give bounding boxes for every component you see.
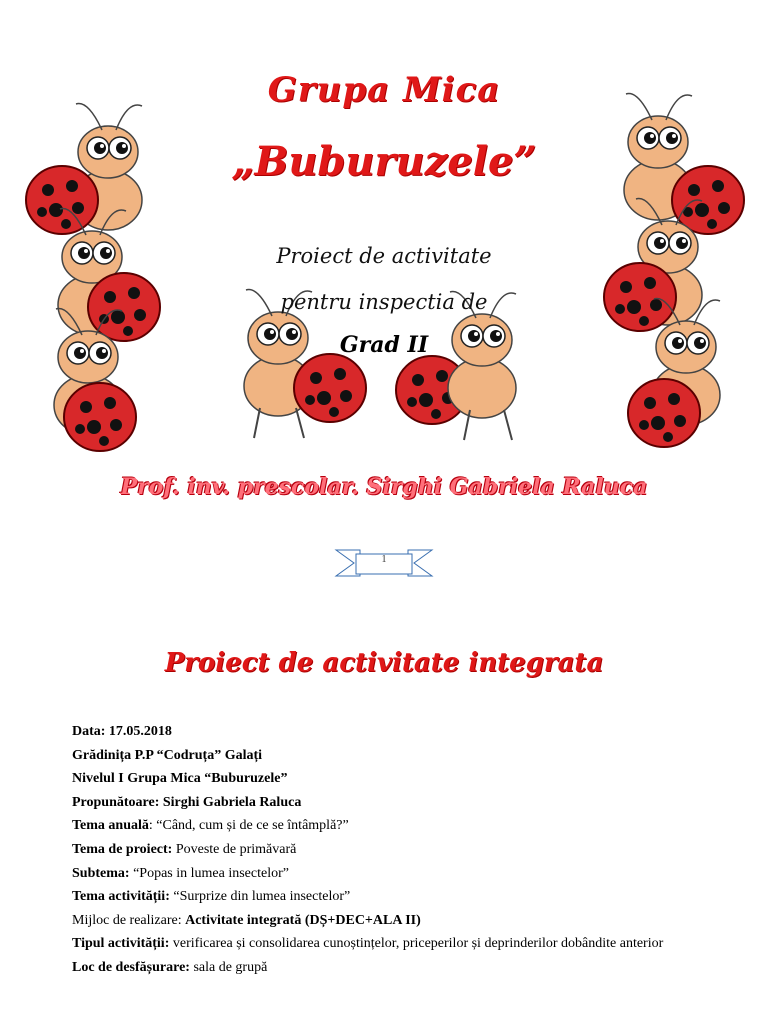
info-tema-anuala: Tema anuală: “Când, cum și de ce se întâmplă?” — [72, 818, 349, 834]
ladybug-right-column — [598, 75, 768, 475]
project-info — [72, 720, 702, 980]
info-subtema: Subtema: “Popas in lumea insectelor” — [72, 865, 289, 881]
cover-title-name: „Buburuzele” — [231, 138, 537, 185]
info-gradinita: Grădinița P.P “Codruța” Galați — [72, 747, 263, 763]
info-loc: Loc de desfășurare: sala de grupă — [72, 959, 268, 975]
info-date: Data: 17.05.2018 — [72, 724, 172, 739]
cover-grade: Grad II — [339, 332, 429, 358]
info-mijloc: Mijloc de realizare: Activitate integrată (DȘ+DEC+ALA II) — [72, 912, 421, 928]
cover-subtitle-line1: Proiect de activitate — [276, 244, 492, 268]
info-propunatoare: Propunătoare: Sirghi Gabriela Raluca — [72, 794, 302, 810]
cover-title-group: Grupa Mica — [267, 70, 501, 110]
page-number: 1 — [381, 554, 387, 565]
cover-author: Prof. inv. prescolar. Sirghi Gabriela Raluca — [120, 474, 648, 500]
ladybug-left-column — [0, 75, 175, 475]
info-tema-proiect: Tema de proiect: Poveste de primăvară — [72, 841, 297, 857]
cover-subtitle-line2: pentru inspectia de — [280, 290, 488, 314]
info-tema-activitatii: Tema activității: “Surprize din lumea insectelor” — [72, 889, 351, 905]
info-tipul: Tipul activității: verificarea și consolidarea cunoștințelor, priceperilor și deprinderilor dobândite anterior — [72, 936, 664, 952]
info-nivel: Nivelul I Grupa Mica “Buburuzele” — [72, 771, 288, 787]
section-heading: Proiect de activitate integrata — [164, 648, 604, 678]
